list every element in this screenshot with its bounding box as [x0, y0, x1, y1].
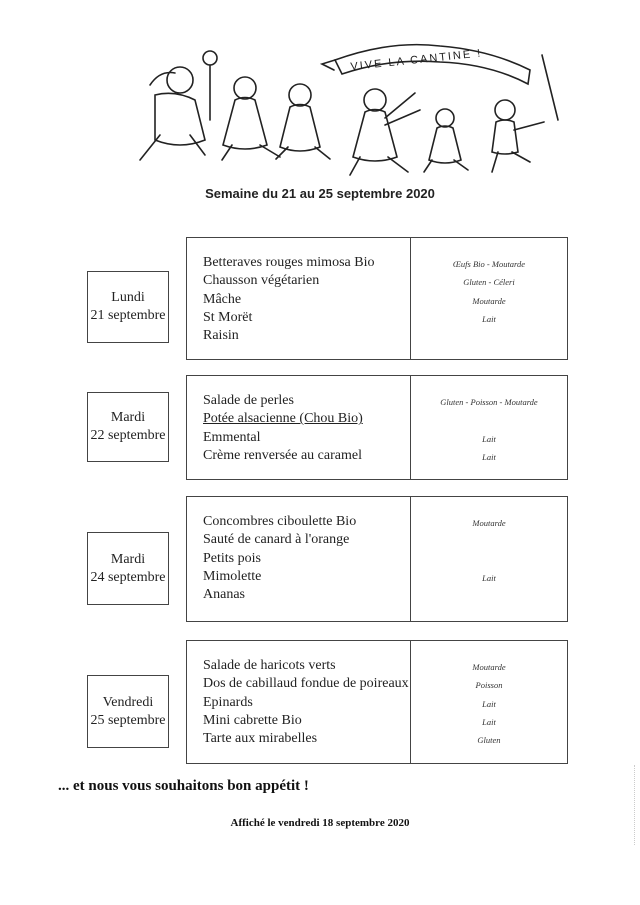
dish-list [187, 641, 411, 763]
dish: Emmental [203, 429, 261, 445]
day-date: 24 septembre [90, 569, 166, 585]
allergen [411, 411, 567, 429]
day-name: Lundi [111, 290, 145, 305]
menu-box [186, 375, 568, 480]
day-name: Mardi [110, 551, 146, 567]
dish: Mini cabrette Bio [203, 712, 302, 728]
dish-list [187, 238, 411, 359]
menu-box [186, 640, 568, 764]
dish: Chausson végétarien [203, 273, 320, 289]
day-date: 22 septembre [90, 428, 166, 443]
children-running-illustration [60, 40, 570, 180]
allergen [411, 587, 567, 605]
allergen-list [411, 497, 567, 621]
allergen [411, 532, 567, 550]
day-label-box [87, 675, 169, 748]
allergen: Lait [482, 716, 496, 727]
allergen-list [411, 641, 567, 763]
allergen: Moutarde [472, 518, 506, 528]
scan-artifact [634, 765, 636, 845]
dish: Sauté de canard à l'orange [203, 532, 350, 548]
allergen-list [411, 376, 567, 479]
allergen [411, 551, 567, 569]
day-label-box [87, 532, 169, 605]
allergen: Poisson [475, 680, 503, 691]
allergen: Lait [482, 572, 496, 583]
dish: Petits pois [203, 550, 261, 566]
allergen-list [411, 238, 567, 359]
allergen: Gluten - Poisson - Moutarde [440, 397, 538, 407]
dish: Potée alsacienne (Chou Bio) [203, 411, 363, 427]
dish: St Morët [203, 309, 253, 325]
dish-list [187, 497, 411, 621]
dish: Mimolette [203, 568, 262, 584]
allergen: Moutarde [472, 295, 506, 306]
dish: Tarte aux mirabelles [203, 731, 318, 747]
allergen: Lait [482, 313, 496, 324]
dish: Salade de haricots verts [203, 658, 336, 673]
allergen: Lait [482, 698, 496, 709]
dish: Concombres ciboulette Bio [203, 514, 357, 529]
dish: Betteraves rouges mimosa Bio [203, 255, 375, 270]
dish-list [187, 376, 411, 479]
dish: Salade de perles [203, 393, 294, 408]
day-name: Vendredi [102, 694, 154, 710]
day-label-box [87, 271, 169, 343]
allergen: Œufs Bio - Moutarde [452, 259, 526, 269]
dish: Mâche [203, 291, 242, 307]
banner-text: VIVE LA CANTINE ! [349, 47, 483, 74]
week-title: Semaine du 21 au 25 septembre 2020 [205, 186, 435, 201]
allergen: Gluten - Céleri [463, 277, 515, 288]
dish: Dos de cabillaud fondue de poireaux [203, 676, 409, 692]
dish: Crème renversée au caramel [203, 447, 362, 463]
menu-box [186, 496, 568, 622]
dish: Raisin [203, 328, 239, 344]
day-date: 25 septembre [90, 712, 166, 728]
allergen: Lait [482, 433, 496, 444]
menu-box [186, 237, 568, 360]
closing-message: ... et nous vous souhaitons bon appétit ! [58, 778, 309, 794]
dish: Epinards [203, 694, 253, 710]
allergen [411, 328, 567, 346]
dish: Ananas [203, 587, 245, 603]
day-date: 21 septembre [90, 308, 166, 323]
day-label-box [87, 392, 169, 462]
allergen: Gluten [477, 735, 501, 746]
allergen: Moutarde [472, 662, 506, 672]
day-name: Mardi [110, 410, 146, 425]
posted-date: Affiché le vendredi 18 septembre 2020 [230, 817, 410, 829]
allergen: Lait [482, 451, 496, 462]
